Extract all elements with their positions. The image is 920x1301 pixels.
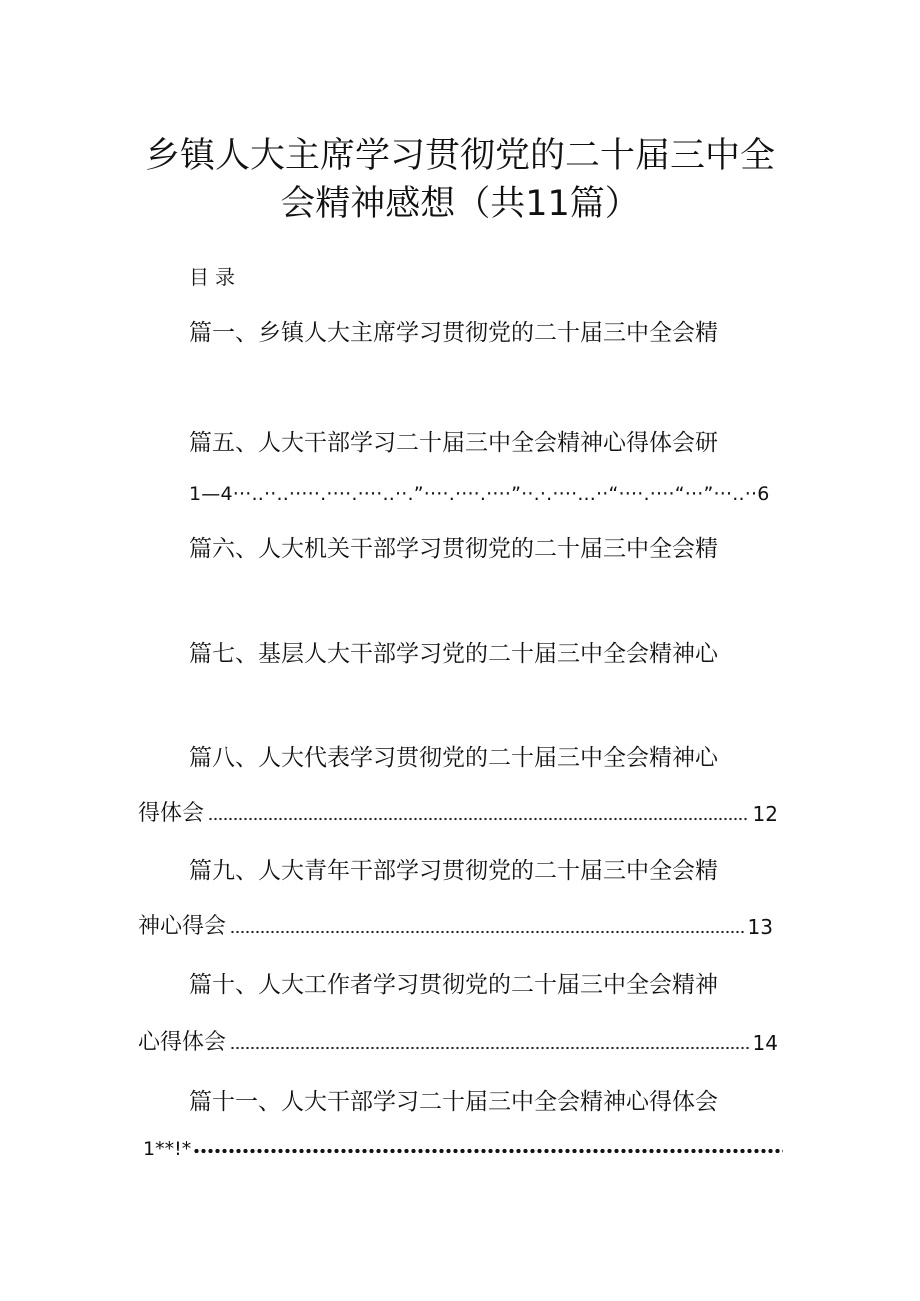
toc-item-10-continuation: 心得体会 xyxy=(138,1030,227,1055)
dot-leader xyxy=(193,1147,783,1155)
toc-item-5-leader: 1—4···..··..·····.····.····..··.”····.····.····”··.·.····...··“····.····“···”···..··6 xyxy=(189,483,770,505)
toc-item-11-continuation: 1**!* xyxy=(143,1138,192,1160)
document-title-line-2: 会精神感想（共11篇） xyxy=(280,184,640,224)
toc-item-7[interactable]: 篇七、基层人大干部学习党的二十届三中全会精神心 xyxy=(189,641,718,667)
toc-item-11-leader[interactable] xyxy=(143,1136,783,1162)
toc-item-8-leader[interactable] xyxy=(138,800,778,828)
toc-item-6[interactable]: 篇六、人大机关干部学习贯彻党的二十届三中全会精 xyxy=(189,536,718,562)
toc-heading: 目录 xyxy=(189,265,241,289)
toc-item-10[interactable]: 篇十、人大工作者学习贯彻党的二十届三中全会精神 xyxy=(189,972,718,998)
toc-item-8-page-number: 12 xyxy=(752,802,778,826)
dot-leader xyxy=(208,817,749,821)
dot-leader xyxy=(230,1046,749,1050)
toc-item-8[interactable]: 篇八、人大代表学习贯彻党的二十届三中全会精神心 xyxy=(189,745,718,771)
toc-item-5[interactable]: 篇五、人大干部学习二十届三中全会精神心得体会研 xyxy=(189,430,718,456)
toc-item-11[interactable]: 篇十一、人大干部学习二十届三中全会精神心得体会 xyxy=(189,1089,718,1115)
toc-item-10-leader[interactable] xyxy=(138,1029,778,1057)
toc-item-9-leader[interactable] xyxy=(138,913,773,941)
toc-item-9[interactable]: 篇九、人大青年干部学习贯彻党的二十届三中全会精 xyxy=(189,858,718,884)
toc-item-1[interactable]: 篇一、乡镇人大主席学习贯彻党的二十届三中全会精 xyxy=(189,320,718,346)
toc-item-10-page-number: 14 xyxy=(752,1031,778,1055)
toc-item-9-page-number: 13 xyxy=(747,915,773,939)
toc-item-8-continuation: 得体会 xyxy=(138,801,205,826)
dot-leader xyxy=(230,930,744,934)
document-title-line-1: 乡镇人大主席学习贯彻党的二十届三中全 xyxy=(144,136,775,176)
toc-item-9-continuation: 神心得会 xyxy=(138,914,227,939)
